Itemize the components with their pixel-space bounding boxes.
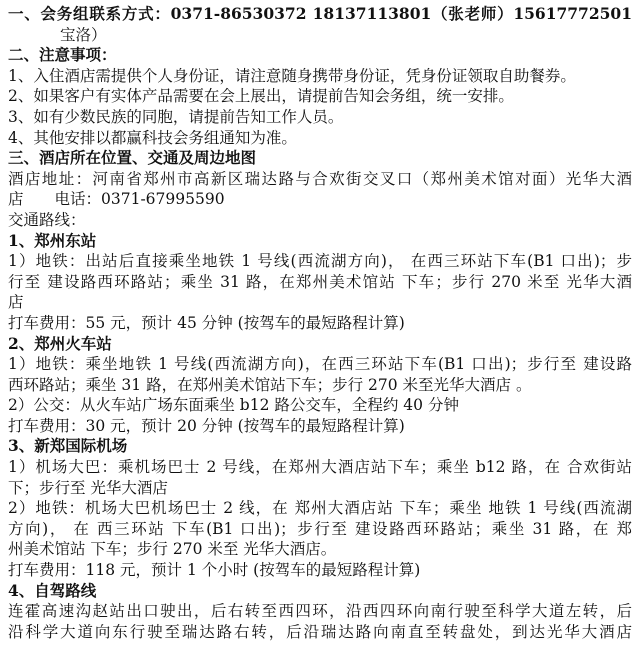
text-line: 打车费用：30 元，预计 20 分钟 (按驾车的最短路程计算): [8, 416, 405, 435]
text-line: 州美术馆站 下车；步行 270 米至 光华大酒店。: [8, 540, 337, 559]
text-line: 下；步行至 光华大酒店: [8, 478, 168, 497]
text-line: 西环路站；乘坐 31 路，在郑州美术馆站下车；步行 270 米至光华大酒店 。: [8, 375, 532, 394]
text-line: 2、如果客户有实体产品需要在会上展出，请提前告知会务组，统一安排。: [8, 87, 514, 106]
section-heading: 二、注意事项：: [8, 45, 117, 65]
section-heading: 1、郑州东站: [8, 230, 97, 250]
section-heading: 3、新郑国际机场: [8, 436, 128, 456]
text-line: 酒店地址：河南省郑州市高新区瑞达路与合欢街交叉口（郑州美术馆对面）光华大酒: [8, 169, 632, 188]
text-line: 方向)， 在 西三环站 下车(B1 口出)；步行至 建设路西环路站；乘坐 31 路，在 郑: [8, 519, 632, 538]
text-line: 3、如有少数民族的同胞，请提前告知工作人员。: [8, 107, 344, 126]
text-line: 4、其他安排以都赢科技会务组通知为准。: [8, 128, 297, 147]
section-heading: 一、会务组联系方式：0371-86530372 18137113801（张老师）15617772501: [8, 4, 632, 23]
text-line: 宝洛）: [60, 25, 107, 44]
text-line: 1、入住酒店需提供个人身份证，请注意随身携带身份证，凭身份证领取自助餐券。: [8, 66, 576, 85]
text-line: 沿科学大道向东行驶至瑞达路右转，后沿瑞达路向南直至转盘处，到达光华大酒店: [8, 622, 632, 641]
text-line: 连霍高速沟赵站出口驶出，后右转至西四环，沿西四环向南行驶至科学大道左转，后: [8, 602, 632, 621]
text-line: 店 电话：0371-67995590: [8, 190, 225, 209]
text-line: 2）公交：从火车站广场东面乘坐 b12 路公交车，全程约 40 分钟: [8, 396, 459, 415]
text-line: 2）地铁：机场大巴机场巴士 2 线，在 郑州大酒店站 下车；乘坐 地铁 1 号线(西流湖: [8, 499, 632, 518]
text-line: 行至 建设路西环路站；乘坐 31 路，在郑州美术馆站 下车；步行 270 米至 光华大酒: [8, 272, 632, 291]
text-line: 打车费用：118 元，预计 1 个小时 (按驾车的最短路程计算): [8, 561, 421, 580]
text-line: 1）机场大巴：乘机场巴士 2 号线，在郑州大酒店站下车；乘坐 b12 路，在 合欢街站: [8, 458, 632, 477]
text-line: 店: [8, 293, 24, 312]
text-line: 1）地铁：出站后直接乘坐地铁 1 号线(西流湖方向)， 在西三环站下车(B1 口出)；步: [8, 252, 632, 271]
section-heading: 三、酒店所在位置、交通及周边地图: [8, 148, 257, 168]
text-line: 1）地铁：乘坐地铁 1 号线(西流湖方向)，在西三环站下车(B1 口出)；步行至 建设路: [8, 355, 632, 374]
text-line: 交通路线：: [8, 210, 86, 229]
section-heading: 4、自驾路线: [8, 580, 97, 600]
section-heading: 2、郑州火车站: [8, 333, 112, 353]
text-line: 打车费用：55 元，预计 45 分钟 (按驾车的最短路程计算): [8, 313, 405, 332]
